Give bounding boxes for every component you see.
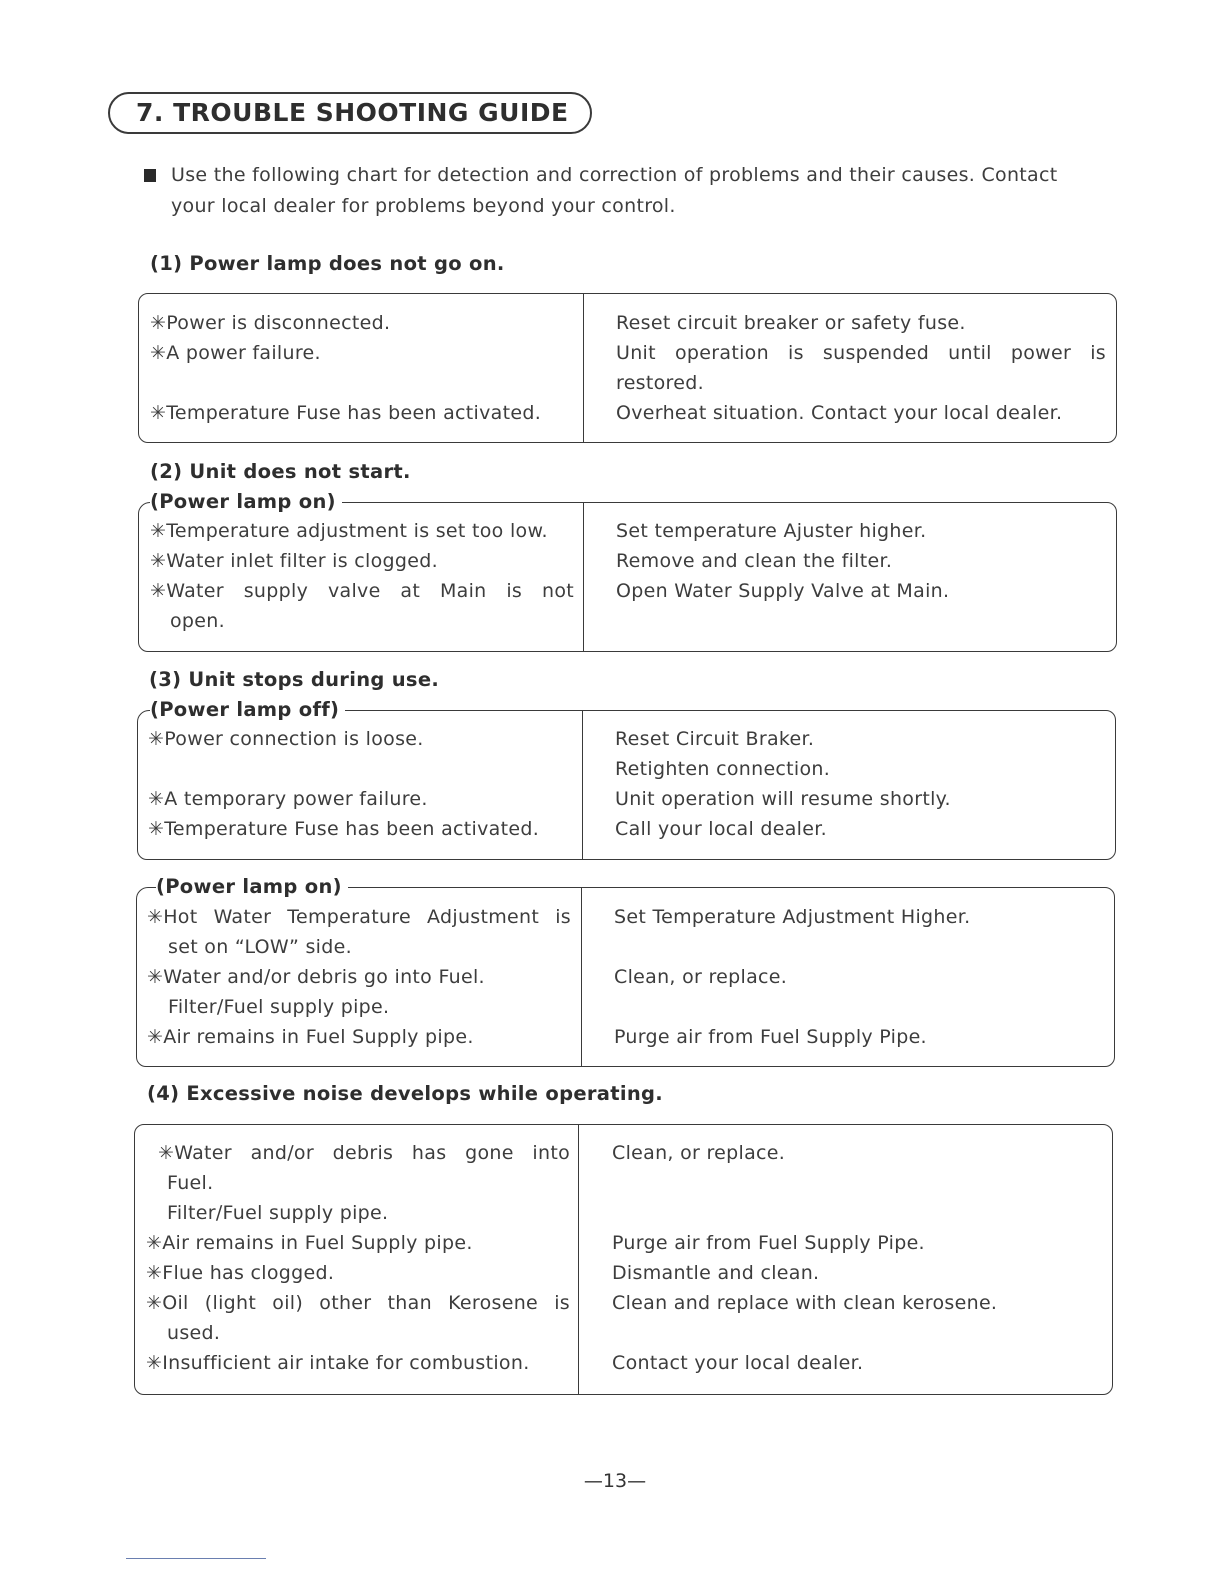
remedy-item: Call your local dealer. [615, 818, 827, 840]
cause-item: used. [167, 1322, 221, 1344]
cause-item: ✳Temperature Fuse has been activated. [148, 818, 540, 840]
cause-item: Filter∕Fuel supply pipe. [167, 1202, 389, 1224]
remedy-item: Unit operation will resume shortly. [615, 788, 951, 810]
cause-item: ✳Water inlet filter is clogged. [150, 550, 438, 572]
remedy-item: Dismantle and clean. [612, 1262, 820, 1284]
cause-item: ✳Water and∕or debris has gone into [158, 1142, 570, 1164]
cause-item: Fuel. [167, 1172, 214, 1194]
remedy-item: Reset Circuit Braker. [615, 728, 815, 750]
lamp-status-label: (Power lamp on) [156, 875, 348, 898]
remedy-item: Remove and clean the filter. [616, 550, 893, 572]
page-number: —13— [583, 1470, 647, 1492]
cause-item: set on “LOW” side. [168, 936, 352, 958]
remedy-item: Overheat situation. Contact your local dealer. [616, 402, 1063, 424]
remedy-item: Unit operation is suspended until power is [616, 342, 1106, 364]
remedy-item: Contact your local dealer. [612, 1352, 864, 1374]
cause-item: ✳A temporary power failure. [148, 788, 428, 810]
remedy-item: Purge air from Fuel Supply Pipe. [612, 1232, 925, 1254]
footer-rule [126, 1558, 266, 1559]
remedy-item: Reset circuit breaker or safety fuse. [616, 312, 966, 334]
cause-item: open. [170, 610, 225, 632]
cause-item: ✳Temperature Fuse has been activated. [150, 402, 542, 424]
cause-item: Filter∕Fuel supply pipe. [168, 996, 390, 1018]
cause-item: ✳Power connection is loose. [148, 728, 424, 750]
page-title: 7. TROUBLE SHOOTING GUIDE [136, 98, 569, 127]
cause-item: ✳Flue has clogged. [146, 1262, 335, 1284]
cause-item: ✳Hot Water Temperature Adjustment is [147, 906, 571, 928]
cause-item: ✳Water and∕or debris go into Fuel. [147, 966, 485, 988]
cause-item: ✳Air remains in Fuel Supply pipe. [147, 1026, 474, 1048]
lamp-status-label: (Power lamp on) [150, 490, 342, 513]
table-divider [578, 1125, 579, 1394]
remedy-item: Clean, or replace. [612, 1142, 786, 1164]
remedy-item: restored. [616, 372, 704, 394]
cause-item: ✳Insufficient air intake for combustion. [146, 1352, 530, 1374]
remedy-item: Set Temperature Adjustment Higher. [614, 906, 971, 928]
table-divider [583, 294, 584, 442]
remedy-item: Set temperature Ajuster higher. [616, 520, 927, 542]
remedy-item: Clean, or replace. [614, 966, 788, 988]
remedy-item: Retighten connection. [615, 758, 831, 780]
cause-item: ✳A power failure. [150, 342, 321, 364]
section-heading-2: (2) Unit does not start. [150, 460, 411, 483]
lamp-status-label: (Power lamp off) [150, 698, 345, 721]
cause-item: ✳Power is disconnected. [150, 312, 391, 334]
remedy-item: Clean and replace with clean kerosene. [612, 1292, 998, 1314]
table-divider [582, 711, 583, 859]
table-divider [583, 503, 584, 651]
section-heading-1: (1) Power lamp does not go on. [150, 252, 505, 275]
remedy-item: Open Water Supply Valve at Main. [616, 580, 950, 602]
cause-item: ✳Oil (light oil) other than Kerosene is [146, 1292, 570, 1314]
cause-item: ✳Temperature adjustment is set too low. [150, 520, 548, 542]
table-divider [581, 888, 582, 1066]
remedy-item: Purge air from Fuel Supply Pipe. [614, 1026, 927, 1048]
square-bullet-icon [144, 169, 156, 182]
section-heading-3: (3) Unit stops during use. [149, 668, 440, 691]
cause-item: ✳Air remains in Fuel Supply pipe. [146, 1232, 473, 1254]
intro-line: Use the following chart for detection and correction of problems and their causes. Contact [171, 164, 1058, 186]
cause-item: ✳Water supply valve at Main is not [150, 580, 574, 602]
section-heading-4: (4) Excessive noise develops while operating. [147, 1082, 664, 1105]
intro-line: your local dealer for problems beyond your control. [171, 195, 676, 217]
